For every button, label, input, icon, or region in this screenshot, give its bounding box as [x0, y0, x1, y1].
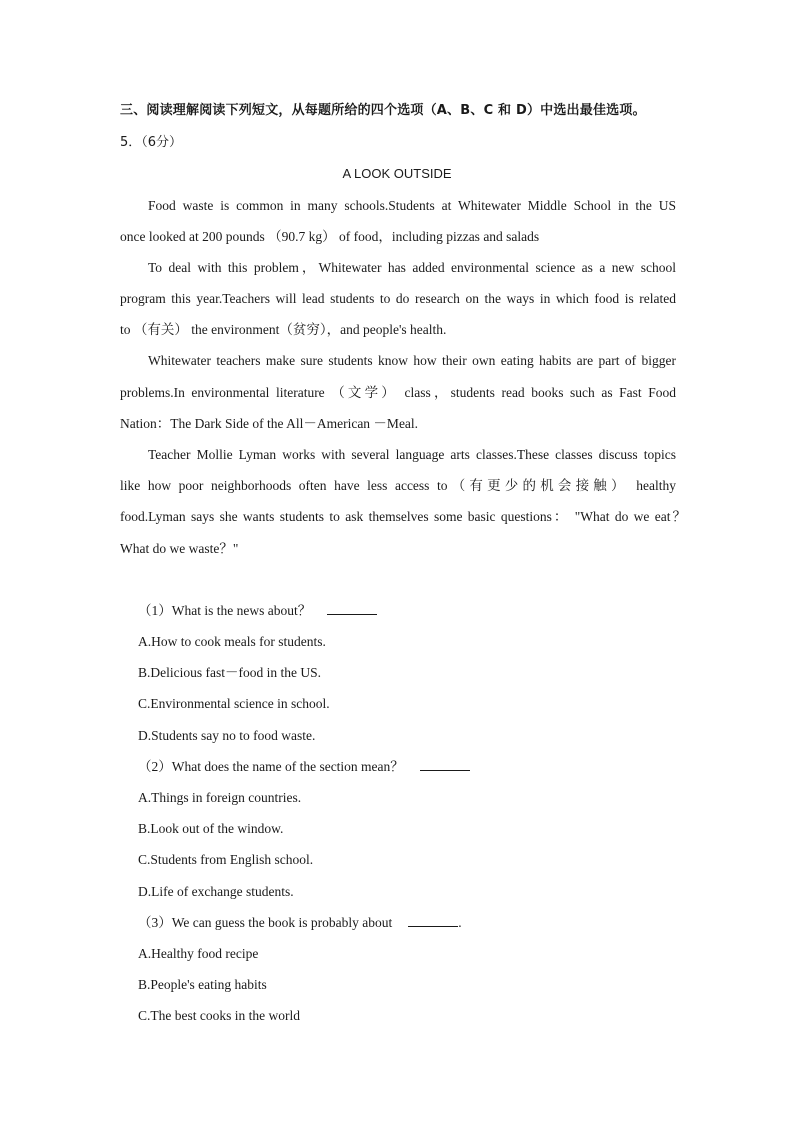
paragraph-line: To deal with this problem，Whitewater has added environmental science as a new school	[148, 260, 676, 275]
option-1b: B.Delicious fast－food in the US.	[138, 665, 321, 680]
article-title: A LOOK OUTSIDE	[342, 166, 452, 181]
paragraph-line: Teacher Mollie Lyman works with several language arts classes.These classes discuss topics	[148, 447, 676, 462]
paragraph-line: Food waste is common in many schools.Students at Whitewater Middle School in the US	[148, 198, 676, 213]
answer-blank[interactable]	[408, 914, 458, 927]
paragraph-line: food.Lyman says she wants students to ask themselves some basic questions： "What do we eat？	[120, 509, 686, 524]
paragraph-line: like how poor neighborhoods often have less access to（有更少的机会接触） healthy	[120, 478, 676, 493]
question-3-prompt: （3）We can guess the book is probably about .	[138, 915, 462, 930]
section-heading: 三、阅读理解阅读下列短文，从每题所给的四个选项（A、B、C 和 D）中选出最佳选项。	[120, 103, 646, 118]
option-3b: B.People's eating habits	[138, 977, 267, 992]
option-3c: C.The best cooks in the world	[138, 1008, 300, 1023]
option-2a: A.Things in foreign countries.	[138, 790, 302, 805]
answer-blank[interactable]	[420, 758, 470, 771]
option-2d: D.Life of exchange students.	[138, 884, 294, 899]
paragraph-line: once looked at 200 pounds （90.7 kg） of food，including pizzas and salads	[120, 229, 540, 244]
paragraph-line: to （有关） the environment（贫穷），and people's health.	[120, 322, 447, 337]
paragraph-line: program this year.Teachers will lead students to do research on the ways in which food is related	[120, 291, 676, 306]
option-1c: C.Environmental science in school.	[138, 696, 330, 711]
answer-blank[interactable]	[327, 602, 377, 615]
question-number: 5．（6分）	[120, 135, 183, 150]
option-3a: A.Healthy food recipe	[138, 946, 259, 961]
paragraph-line: Whitewater teachers make sure students know how their own eating habits are part of bigger	[148, 353, 676, 368]
paragraph-line: What do we waste？"	[120, 541, 239, 556]
question-2-prompt: （2）What does the name of the section mean？	[138, 758, 470, 776]
paragraph-line: problems.In environmental literature （文学） class，students read books such as Fast Food	[120, 385, 676, 400]
option-2c: C.Students from English school.	[138, 852, 314, 867]
question-1-prompt: （1）What is the news about？	[138, 602, 377, 620]
option-2b: B.Look out of the window.	[138, 821, 284, 836]
paragraph-line: Nation：The Dark Side of the All－American －Meal.	[120, 416, 419, 431]
option-1a: A.How to cook meals for students.	[138, 634, 326, 649]
option-1d: D.Students say no to food waste.	[138, 728, 316, 743]
